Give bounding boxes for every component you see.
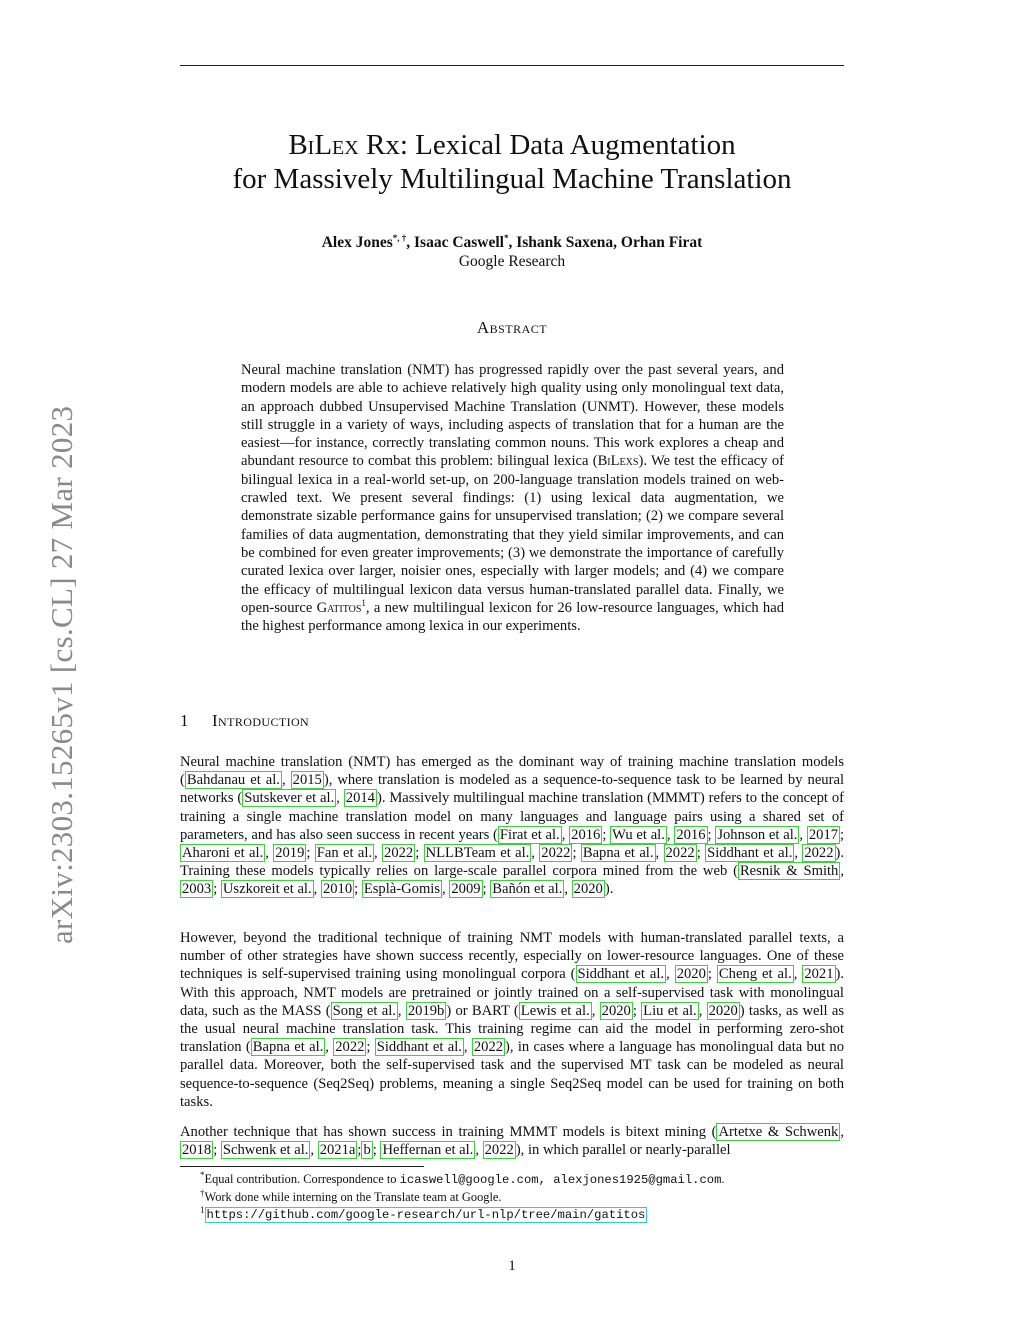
bilex-name: BiLex (288, 129, 359, 161)
citation-link[interactable]: Siddhant et al. (376, 1039, 462, 1056)
header-rule (180, 65, 844, 66)
citation-link[interactable]: 2009 (451, 881, 481, 898)
footnote-mark: * (200, 1169, 205, 1180)
citation-link[interactable]: b (363, 1142, 371, 1159)
author-mark: *, † (392, 232, 407, 243)
citation-link[interactable]: 2015 (292, 772, 322, 789)
section-number: 1 (180, 711, 189, 730)
abstract-text: ). We test the efficacy of bilingual lexica in a real-world set-up, on 200-language translation models trained on web-crawled text. We present several findings: (1) using lexical data augmentation, we demonstrate sizable performance gains for unsupervised translation; (2) we compare several families of data augmentation, demonstrating that they yield similar improvements, and can be combined for even greater improvements; (3) we demonstrate the importance of carefully curated lexica over larger, noisier ones, especially with larger models; and (4) we compare the efficacy of multilingual lexicon data versus human-translated parallel data. Finally, we open-source (241, 453, 784, 616)
citation-link[interactable]: Siddhant et al. (707, 845, 793, 862)
citation-link[interactable]: Liu et al. (643, 1002, 697, 1019)
citation-link[interactable]: 2020 (708, 1002, 738, 1019)
bilexs-term: BiLexs (597, 453, 639, 470)
text: However, beyond the traditional technique of training NMT models with human-translated parallel texts, a number of other strategies have shown success recently, especially on lower-resource languages. One of these techniques is self-supervised training using monolingual corpora ( (180, 930, 844, 983)
title-line-1 (180, 128, 844, 162)
footnote-text: Equal contribution. Correspondence to (204, 1172, 400, 1186)
citation-link[interactable]: 2017 (808, 826, 839, 843)
text: Another technique that has shown success in training MMMT models is bitext mining ( (180, 1124, 717, 1140)
arxiv-stamp: arXiv:2303.15265v1 [cs.CL] 27 Mar 2023 (44, 405, 79, 944)
citation-link[interactable]: 2014 (345, 790, 375, 807)
gatitos-url-link[interactable]: https://github.com/google-research/url-nlp/tree/main/gatitos (206, 1208, 646, 1222)
citation-link[interactable]: Esplà-Gomis (363, 881, 441, 898)
email-addresses[interactable]: icaswell@google.com, alexjones1925@gmail.com (399, 1173, 722, 1187)
citation-link[interactable]: 2020 (676, 966, 706, 983)
author-block (180, 233, 844, 271)
citation-link[interactable]: Aharoni et al. (182, 845, 264, 862)
citation-link[interactable]: Firat et al. (499, 826, 560, 843)
citation-link[interactable]: Siddhant et al. (577, 966, 665, 983)
citation-link[interactable]: 2018 (182, 1142, 212, 1159)
footnote-text: Work done while interning on the Translate team at Google. (204, 1190, 502, 1204)
text: ). With this approach, NMT models are pretrained or jointly trained on a self-supervised task with monolingual data, such as the MASS ( (180, 966, 845, 1019)
paper-title (180, 128, 844, 196)
abstract-body (241, 361, 784, 635)
paragraph: Neural machine translation (NMT) has emerged as the dominant way of training machine translation models ( Bahdanau et al. , 2015 ), where translation is modeled as a sequence-to-sequence task to be learned by neural networks ( Sutskever et al. , 2014 ). Massively multilingual machine translation (MMMT) refers to the concept of training a single machine translation model on many languages and language pairs using a shared set of parameters, and has also seen success in recent years ( Firat et al. , 2016 ; Wu et al. , 2016 ; Johnson et al. , 2017 ; Aharoni et al. , 2019 ; Fan et al. , 2022 ; NLLBTeam et al. , 2022 ; Bapna et al. , 2022 ; Siddhant et al. , 2022 ). Training these models typically relies on large-scale parallel corpora mined from the web ( Resnik & Smith , 2003 ; Uszkoreit et al. , 2010 ; Esplà-Gomis , 2009 ; Bañón et al. , 2020 ). (180, 754, 845, 898)
citation-link[interactable]: Bahdanau et al. (186, 772, 280, 789)
citation-link[interactable]: Bañón et al. (492, 881, 563, 898)
text: ). (604, 881, 614, 898)
citation-link[interactable]: 2019 (275, 845, 305, 862)
text: ), in cases where a language has monolingual data but no parallel data. Moreover, both the self-supervised task and the supervised MT task can be modeled as neural sequence-to-sequence (Seq2Seq) problems, meaning a single Seq2Seq model can be used for training on both tasks. (180, 1039, 845, 1110)
text: Neural machine translation (NMT) has emerged as the dominant way of training machine translation models ( (180, 754, 844, 789)
text: ). Training these models typically relies on large-scale parallel corpora mined from the web ( (180, 845, 845, 880)
gatitos-term: Gatitos (316, 599, 362, 616)
citation-link[interactable]: Uszkoreit et al. (222, 881, 312, 898)
citation-link[interactable]: 2022 (541, 845, 571, 862)
footnote-3 (180, 1206, 844, 1224)
citation-link[interactable]: 2016 (676, 826, 706, 843)
citation-link[interactable]: 2010 (322, 881, 353, 898)
citation-link[interactable]: Artetxe & Schwenk (718, 1124, 839, 1140)
footnotes (180, 1171, 844, 1224)
citation-link[interactable]: Heffernan et al. (382, 1142, 474, 1159)
citation-link[interactable]: 2020 (601, 1002, 631, 1019)
text: ) tasks, as well as the usual neural machine translation task. This training regime can aid the model in performing zero-shot translation ( (180, 1002, 845, 1056)
citation-link[interactable]: 2021 (804, 966, 834, 983)
citation-link[interactable]: Sutskever et al. (244, 790, 335, 807)
abstract-text: Neural machine translation (NMT) has progressed rapidly over the past several years, and modern models are able to achieve relatively high quality using only monolingual text data, an approach dubbed Unsupervised Machine Translation (UNMT). However, these models still struggle in a variety of ways, including aspects of translation that for a human are the easiest—for instance, correctly translating common nouns. This work explores a cheap and abundant resource to combat this problem: bilingual lexica ( (241, 362, 784, 470)
citation-link[interactable]: 2022 (473, 1039, 504, 1056)
citation-link[interactable]: Bapna et al. (582, 845, 654, 862)
citation-link[interactable]: 2020 (573, 881, 603, 898)
citation-link[interactable]: 2022 (484, 1142, 514, 1159)
arxiv-sidebar (44, 348, 84, 948)
author-isaac-caswell: , Isaac Caswell (406, 234, 504, 251)
author-mark: * (503, 232, 509, 243)
text: ), in which parallel or nearly-parallel (515, 1142, 731, 1159)
author-others: , Ishank Saxena, Orhan Firat (508, 234, 703, 251)
citation-link[interactable]: Schwenk et al. (222, 1142, 309, 1159)
section-heading (180, 711, 309, 731)
citation-link[interactable]: 2021a (319, 1142, 356, 1159)
citation-link[interactable]: Bapna et al. (252, 1039, 324, 1056)
title-line-1-rest: : Lexical Data Augmentation (399, 129, 736, 161)
citation-link[interactable]: 2019b (407, 1002, 445, 1019)
abstract-text: , a new multilingual lexicon for 26 low-resource languages, which had the highest performance among lexica in our experiments. (241, 599, 785, 635)
citation-link[interactable]: Lewis et al. (520, 1002, 590, 1019)
title-line-2: for Massively Multilingual Machine Translation (232, 163, 792, 195)
paragraph: Another technique that has shown success in training MMMT models is bitext mining ( Artetxe & Schwenk , 2018 ; Schwenk et al. , 2021a ; b ; Heffernan et al. , 2022 ), in which parallel or nearly-parallel (180, 1124, 844, 1159)
citation-link[interactable]: 2022 (384, 845, 414, 862)
author-alex-jones: Alex Jones (321, 234, 393, 251)
section-title: Introduction (212, 711, 310, 730)
footnote-mark: † (200, 1187, 205, 1198)
footnote-mark: 1 (200, 1204, 205, 1215)
citation-link[interactable]: Cheng et al. (718, 966, 792, 983)
affiliation: Google Research (458, 253, 566, 270)
paragraph: However, beyond the traditional technique of training NMT models with human-translated parallel texts, a number of other strategies have shown success recently, especially on lower-resource languages. One of these techniques is self-supervised training using monolingual corpora ( Siddhant et al. , 2020 ; Cheng et al. , 2021 ). With this approach, NMT models are pretrained or jointly trained on a self-supervised task with monolingual data, such as the MASS ( Song et al. , 2019b ) or BART ( Lewis et al. , 2020 ; Liu et al. , 2020 ) tasks, as well as the usual neural machine translation task. This training regime can aid the model in performing zero-shot translation ( Bapna et al. , 2022 ; Siddhant et al. , 2022 ), in cases where a language has monolingual data but no parallel data. Moreover, both the self-supervised task and the supervised MT task can be modeled as neural sequence-to-sequence (Seq2Seq) problems, meaning a single Seq2Seq model can be used for training on both tasks. (180, 930, 845, 1110)
citation-link[interactable]: Resnik & Smith (739, 863, 839, 880)
author-names (180, 233, 844, 252)
footnote-2 (180, 1189, 844, 1206)
citation-link[interactable]: Johnson et al. (717, 826, 798, 843)
footnote-ref[interactable]: 1 (361, 598, 366, 608)
text: ), where translation is modeled as a sequence-to-sequence task to be learned by neural networks ( (180, 772, 844, 807)
text: ). Massively multilingual machine translation (MMMT) refers to the concept of training a single machine translation model on many languages and language pairs using a shared set of parameters, and has also seen success in recent years ( (180, 790, 844, 843)
abstract-heading: Abstract (476, 318, 548, 337)
citation-link[interactable]: 2022 (335, 1039, 365, 1056)
citation-link[interactable]: Wu et al. (612, 826, 665, 843)
footnote-text: . (721, 1172, 725, 1186)
footnote-1 (180, 1171, 844, 1189)
citation-link[interactable]: Fan et al. (316, 845, 373, 862)
citation-link[interactable]: NLLBTeam et al. (425, 845, 530, 862)
footnote-rule (180, 1166, 424, 1167)
citation-link[interactable]: Song et al. (332, 1002, 396, 1019)
citation-link[interactable]: 2022 (665, 845, 695, 862)
citation-link[interactable]: 2022 (804, 845, 834, 862)
citation-link[interactable]: 2016 (571, 826, 601, 843)
page-number: 1 (508, 1258, 516, 1274)
rx-name: Rx (365, 129, 400, 161)
text: ) or BART ( (446, 1002, 519, 1019)
citation-link[interactable]: 2003 (182, 881, 212, 898)
